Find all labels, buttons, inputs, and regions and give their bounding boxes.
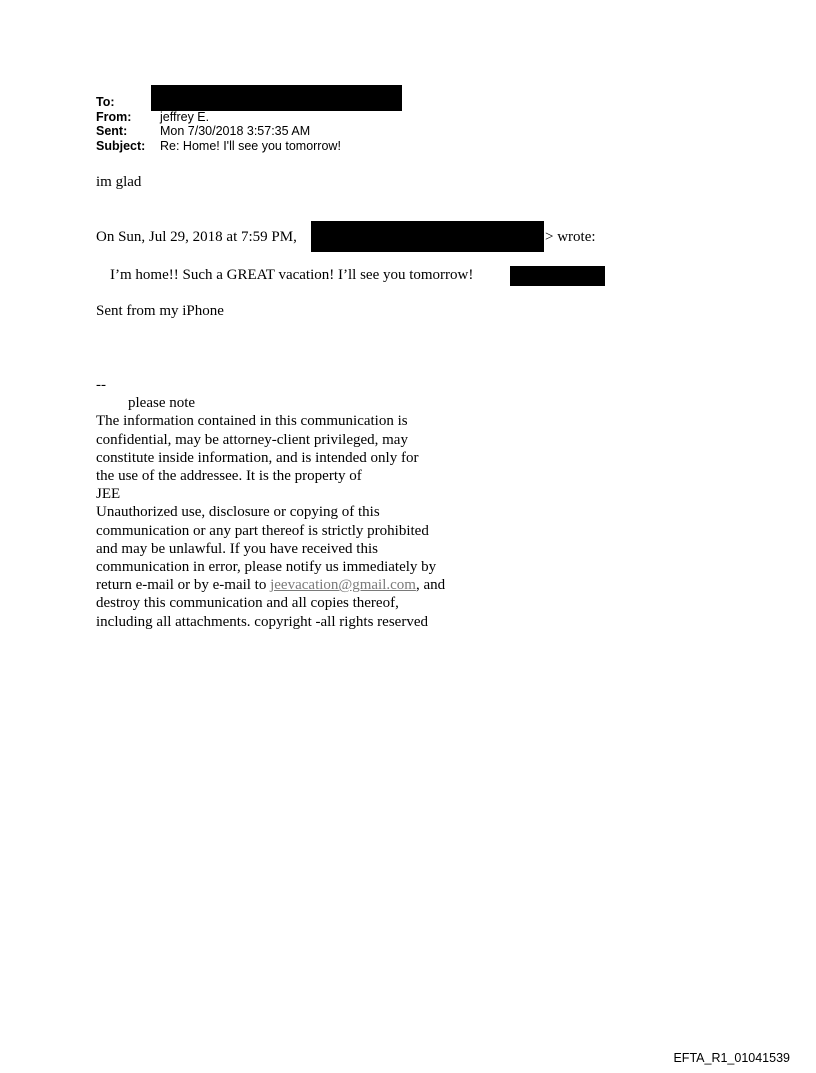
sent-value: Mon 7/30/2018 3:57:35 AM — [160, 124, 311, 138]
disclaimer-line: Unauthorized use, disclosure or copying of this — [96, 504, 380, 521]
subject-label: Subject: — [96, 138, 146, 153]
disclaimer-line: The information contained in this communication is — [96, 413, 408, 430]
redacted-sender — [311, 221, 544, 252]
quote-suffix: > wrote: — [545, 229, 596, 245]
email-header — [96, 95, 341, 153]
disclaimer-line: JEE — [96, 486, 121, 503]
disclaimer-line: the use of the addressee. It is the property of — [96, 468, 362, 485]
quote-prefix: On Sun, Jul 29, 2018 at 7:59 PM, — [96, 229, 297, 245]
disclaimer-line: constitute inside information, and is intended only for — [96, 449, 419, 466]
quoted-message: I’m home!! Such a GREAT vacation! I’ll see you tomorrow! — [110, 267, 474, 283]
disclaimer-line: communication or any part thereof is strictly prohibited — [96, 522, 429, 539]
to-label: To: — [96, 95, 115, 109]
disclaimer-line: including all attachments. copyright -all rights reserved — [96, 613, 428, 630]
document-id: EFTA_R1_01041539 — [673, 1051, 790, 1065]
to-row — [96, 95, 341, 110]
disclaimer — [96, 376, 476, 631]
reply-text: im glad — [96, 174, 142, 190]
from-row — [96, 110, 341, 125]
subject-row — [96, 139, 341, 154]
note: please note — [128, 395, 196, 412]
sent-row — [96, 124, 341, 139]
sent-label: Sent: — [96, 124, 128, 138]
disclaimer-line-suffix: , and — [415, 577, 446, 594]
disclaimer-line-prefix: return e-mail or by e-mail to — [96, 577, 271, 594]
disclaimer-line: confidential, may be attorney-client privileged, may — [96, 431, 408, 448]
disclaimer-line: and may be unlawful. If you have received this — [96, 540, 378, 557]
redacted-signoff — [510, 266, 605, 286]
separator: -- — [96, 377, 106, 393]
email-link[interactable]: jeevacation@gmail.com — [270, 577, 416, 594]
signature: Sent from my iPhone — [96, 303, 224, 319]
subject-value: Re: Home! I'll see you tomorrow! — [160, 138, 341, 153]
from-label: From: — [96, 109, 132, 124]
disclaimer-line: destroy this communication and all copies thereof, — [96, 595, 399, 612]
disclaimer-line — [96, 576, 476, 594]
disclaimer-line: communication in error, please notify us immediately by — [96, 559, 437, 576]
from-value: jeffrey E. — [160, 109, 210, 124]
